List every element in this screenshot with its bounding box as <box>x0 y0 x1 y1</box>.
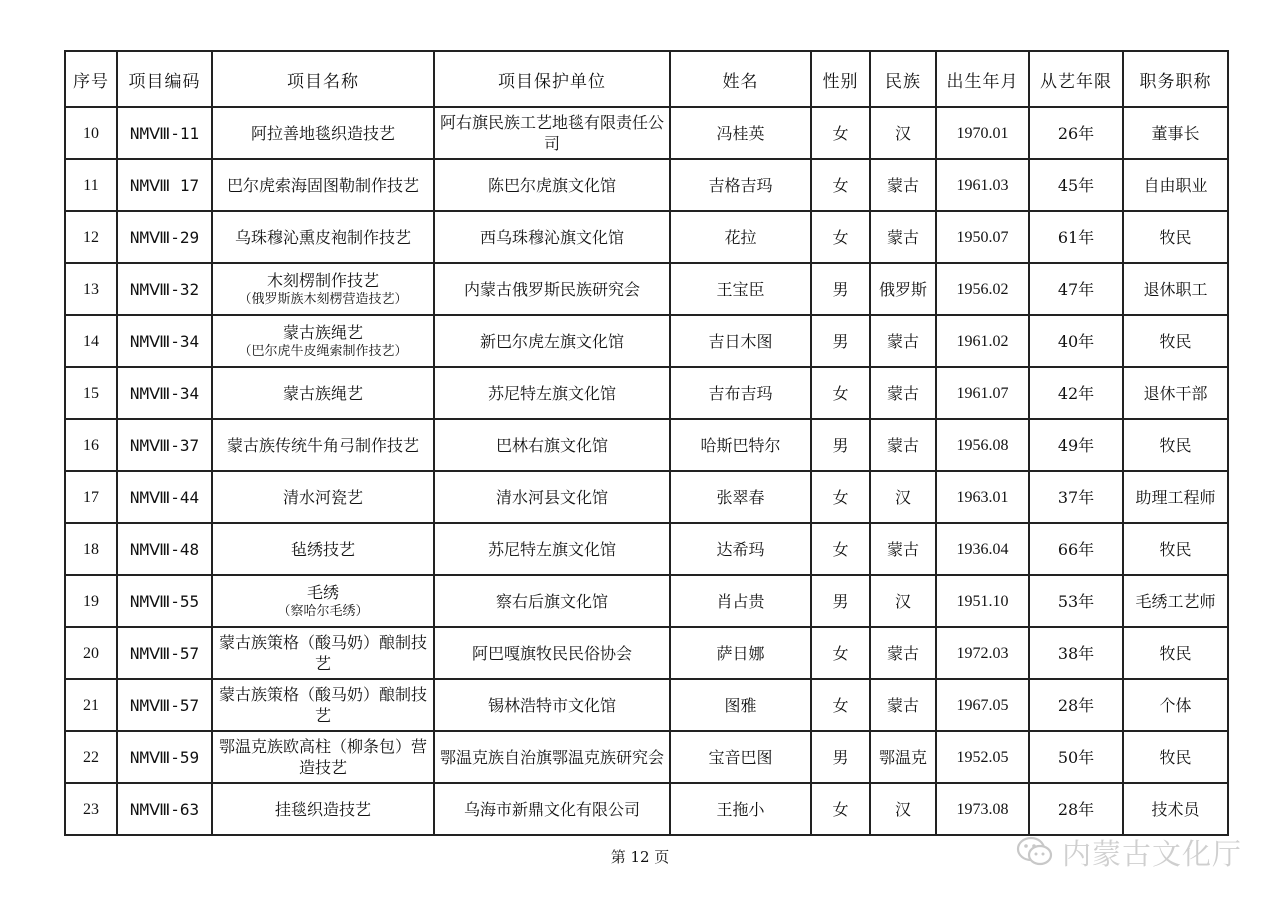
cell-person-name: 肖占贵 <box>670 575 811 627</box>
cell-code: NMⅧ-48 <box>117 523 212 575</box>
header-project-name: 项目名称 <box>212 51 434 107</box>
cell-project-name: 乌珠穆沁熏皮袍制作技艺 <box>212 211 434 263</box>
cell-project-name: 蒙古族策格（酸马奶）酿制技艺 <box>212 627 434 679</box>
table-header-row <box>65 51 1228 107</box>
header-person-name: 姓名 <box>670 51 811 107</box>
cell-years: 38年 <box>1029 627 1123 679</box>
cell-person-name: 花拉 <box>670 211 811 263</box>
cell-no: 14 <box>65 315 117 367</box>
cell-project-name: 蒙古族绳艺 <box>212 367 434 419</box>
cell-ethnicity: 汉 <box>870 575 936 627</box>
project-name-sub: （察哈尔毛绣） <box>277 604 369 619</box>
cell-sex: 女 <box>811 471 870 523</box>
cell-birth: 1973.08 <box>936 783 1029 835</box>
cell-code: NMⅧ-34 <box>117 315 212 367</box>
project-name-sub: （俄罗斯族木刻楞营造技艺） <box>238 292 408 307</box>
table-row <box>65 575 1228 627</box>
cell-project-name <box>212 263 434 315</box>
cell-protection-unit: 察右后旗文化馆 <box>434 575 670 627</box>
cell-years: 42年 <box>1029 367 1123 419</box>
cell-birth: 1961.03 <box>936 159 1029 211</box>
cell-person-name: 宝音巴图 <box>670 731 811 783</box>
cell-protection-unit: 新巴尔虎左旗文化馆 <box>434 315 670 367</box>
cell-person-name: 吉格吉玛 <box>670 159 811 211</box>
cell-protection-unit: 内蒙古俄罗斯民族研究会 <box>434 263 670 315</box>
cell-sex: 男 <box>811 731 870 783</box>
cell-no: 17 <box>65 471 117 523</box>
cell-no: 11 <box>65 159 117 211</box>
cell-years: 49年 <box>1029 419 1123 471</box>
header-title: 职务职称 <box>1123 51 1228 107</box>
cell-birth: 1967.05 <box>936 679 1029 731</box>
cell-ethnicity: 汉 <box>870 107 936 159</box>
cell-sex: 女 <box>811 783 870 835</box>
cell-years: 47年 <box>1029 263 1123 315</box>
cell-title: 个体 <box>1123 679 1228 731</box>
cell-years: 28年 <box>1029 679 1123 731</box>
cell-ethnicity: 蒙古 <box>870 315 936 367</box>
project-name-sub: （巴尔虎牛皮绳索制作技艺） <box>238 344 408 359</box>
cell-code: NMⅧ-29 <box>117 211 212 263</box>
cell-years: 53年 <box>1029 575 1123 627</box>
project-name-main: 毛绣 <box>306 583 339 602</box>
cell-protection-unit: 苏尼特左旗文化馆 <box>434 367 670 419</box>
header-protection-unit: 项目保护单位 <box>434 51 670 107</box>
table-row <box>65 107 1228 159</box>
cell-birth: 1961.02 <box>936 315 1029 367</box>
header-years: 从艺年限 <box>1029 51 1123 107</box>
cell-birth: 1963.01 <box>936 471 1029 523</box>
cell-title: 助理工程师 <box>1123 471 1228 523</box>
header-sex: 性别 <box>811 51 870 107</box>
cell-birth: 1952.05 <box>936 731 1029 783</box>
cell-ethnicity: 蒙古 <box>870 679 936 731</box>
cell-no: 13 <box>65 263 117 315</box>
cell-person-name: 萨日娜 <box>670 627 811 679</box>
table-row <box>65 627 1228 679</box>
cell-years: 40年 <box>1029 315 1123 367</box>
cell-ethnicity: 汉 <box>870 471 936 523</box>
cell-birth: 1956.02 <box>936 263 1029 315</box>
cell-person-name: 达希玛 <box>670 523 811 575</box>
table-row <box>65 263 1228 315</box>
cell-code: NMⅧ-63 <box>117 783 212 835</box>
cell-title: 董事长 <box>1123 107 1228 159</box>
cell-sex: 女 <box>811 367 870 419</box>
inheritor-table <box>64 50 1229 836</box>
table-row <box>65 211 1228 263</box>
cell-title: 牧民 <box>1123 627 1228 679</box>
cell-project-name <box>212 575 434 627</box>
cell-ethnicity: 汉 <box>870 783 936 835</box>
cell-protection-unit: 乌海市新鼎文化有限公司 <box>434 783 670 835</box>
cell-protection-unit: 陈巴尔虎旗文化馆 <box>434 159 670 211</box>
cell-years: 28年 <box>1029 783 1123 835</box>
cell-project-name: 蒙古族传统牛角弓制作技艺 <box>212 419 434 471</box>
cell-person-name: 冯桂英 <box>670 107 811 159</box>
cell-code: NMⅧ-44 <box>117 471 212 523</box>
table-row <box>65 159 1228 211</box>
watermark <box>1016 832 1242 872</box>
cell-project-name: 阿拉善地毯织造技艺 <box>212 107 434 159</box>
cell-code: NMⅧ-34 <box>117 367 212 419</box>
table-row <box>65 731 1228 783</box>
cell-no: 15 <box>65 367 117 419</box>
cell-sex: 女 <box>811 627 870 679</box>
cell-sex: 女 <box>811 523 870 575</box>
cell-title: 退休职工 <box>1123 263 1228 315</box>
cell-sex: 男 <box>811 315 870 367</box>
cell-protection-unit: 清水河县文化馆 <box>434 471 670 523</box>
cell-no: 20 <box>65 627 117 679</box>
cell-years: 45年 <box>1029 159 1123 211</box>
cell-birth: 1956.08 <box>936 419 1029 471</box>
cell-code: NMⅧ-57 <box>117 627 212 679</box>
cell-ethnicity: 蒙古 <box>870 367 936 419</box>
cell-ethnicity: 蒙古 <box>870 627 936 679</box>
cell-years: 37年 <box>1029 471 1123 523</box>
cell-no: 23 <box>65 783 117 835</box>
cell-protection-unit: 西乌珠穆沁旗文化馆 <box>434 211 670 263</box>
cell-project-name: 清水河瓷艺 <box>212 471 434 523</box>
cell-ethnicity: 俄罗斯 <box>870 263 936 315</box>
cell-no: 10 <box>65 107 117 159</box>
cell-person-name: 王宝臣 <box>670 263 811 315</box>
cell-project-name: 蒙古族策格（酸马奶）酿制技艺 <box>212 679 434 731</box>
cell-code: NMⅧ-55 <box>117 575 212 627</box>
cell-code: NMⅧ-57 <box>117 679 212 731</box>
project-name-main: 木刻楞制作技艺 <box>266 271 379 290</box>
cell-title: 技术员 <box>1123 783 1228 835</box>
cell-project-name: 鄂温克族欧高柱（柳条包）营造技艺 <box>212 731 434 783</box>
cell-protection-unit: 鄂温克族自治旗鄂温克族研究会 <box>434 731 670 783</box>
cell-birth: 1972.03 <box>936 627 1029 679</box>
cell-ethnicity: 鄂温克 <box>870 731 936 783</box>
cell-ethnicity: 蒙古 <box>870 159 936 211</box>
cell-sex: 女 <box>811 159 870 211</box>
cell-no: 12 <box>65 211 117 263</box>
cell-birth: 1936.04 <box>936 523 1029 575</box>
cell-years: 50年 <box>1029 731 1123 783</box>
cell-title: 毛绣工艺师 <box>1123 575 1228 627</box>
cell-ethnicity: 蒙古 <box>870 523 936 575</box>
cell-person-name: 张翠春 <box>670 471 811 523</box>
cell-person-name: 图雅 <box>670 679 811 731</box>
cell-sex: 男 <box>811 263 870 315</box>
wechat-icon <box>1016 835 1054 869</box>
cell-protection-unit: 阿右旗民族工艺地毯有限责任公司 <box>434 107 670 159</box>
cell-code: NMⅧ 17 <box>117 159 212 211</box>
table-body <box>65 107 1228 835</box>
cell-sex: 男 <box>811 419 870 471</box>
cell-protection-unit: 巴林右旗文化馆 <box>434 419 670 471</box>
cell-title: 牧民 <box>1123 211 1228 263</box>
table-row <box>65 315 1228 367</box>
table-row <box>65 419 1228 471</box>
watermark-text: 内蒙古文化厅 <box>1061 836 1242 871</box>
cell-person-name: 吉布吉玛 <box>670 367 811 419</box>
cell-birth: 1951.10 <box>936 575 1029 627</box>
header-birth: 出生年月 <box>936 51 1029 107</box>
cell-project-name: 毡绣技艺 <box>212 523 434 575</box>
cell-person-name: 哈斯巴特尔 <box>670 419 811 471</box>
table-row <box>65 523 1228 575</box>
table-row <box>65 367 1228 419</box>
header-no: 序号 <box>65 51 117 107</box>
cell-code: NMⅧ-11 <box>117 107 212 159</box>
cell-project-name: 巴尔虎索海固图勒制作技艺 <box>212 159 434 211</box>
cell-birth: 1970.01 <box>936 107 1029 159</box>
cell-sex: 女 <box>811 211 870 263</box>
cell-years: 26年 <box>1029 107 1123 159</box>
header-ethnicity: 民族 <box>870 51 936 107</box>
cell-title: 牧民 <box>1123 731 1228 783</box>
cell-title: 牧民 <box>1123 419 1228 471</box>
cell-no: 18 <box>65 523 117 575</box>
cell-project-name: 挂毯织造技艺 <box>212 783 434 835</box>
cell-sex: 女 <box>811 107 870 159</box>
cell-no: 19 <box>65 575 117 627</box>
cell-protection-unit: 苏尼特左旗文化馆 <box>434 523 670 575</box>
page-number: 第 12 页 <box>610 848 670 866</box>
cell-ethnicity: 蒙古 <box>870 211 936 263</box>
cell-no: 21 <box>65 679 117 731</box>
cell-sex: 女 <box>811 679 870 731</box>
cell-title: 牧民 <box>1123 523 1228 575</box>
cell-birth: 1950.07 <box>936 211 1029 263</box>
cell-years: 61年 <box>1029 211 1123 263</box>
cell-title: 牧民 <box>1123 315 1228 367</box>
cell-person-name: 吉日木图 <box>670 315 811 367</box>
cell-ethnicity: 蒙古 <box>870 419 936 471</box>
cell-no: 22 <box>65 731 117 783</box>
cell-protection-unit: 阿巴嘎旗牧民民俗协会 <box>434 627 670 679</box>
cell-code: NMⅧ-32 <box>117 263 212 315</box>
cell-protection-unit: 锡林浩特市文化馆 <box>434 679 670 731</box>
cell-no: 16 <box>65 419 117 471</box>
cell-years: 66年 <box>1029 523 1123 575</box>
header-code: 项目编码 <box>117 51 212 107</box>
cell-code: NMⅧ-59 <box>117 731 212 783</box>
cell-sex: 男 <box>811 575 870 627</box>
table-row <box>65 679 1228 731</box>
cell-title: 自由职业 <box>1123 159 1228 211</box>
cell-title: 退休干部 <box>1123 367 1228 419</box>
cell-code: NMⅧ-37 <box>117 419 212 471</box>
project-name-main: 蒙古族绳艺 <box>282 323 363 342</box>
cell-birth: 1961.07 <box>936 367 1029 419</box>
table-row <box>65 783 1228 835</box>
cell-project-name <box>212 315 434 367</box>
cell-person-name: 王拖小 <box>670 783 811 835</box>
table-row <box>65 471 1228 523</box>
